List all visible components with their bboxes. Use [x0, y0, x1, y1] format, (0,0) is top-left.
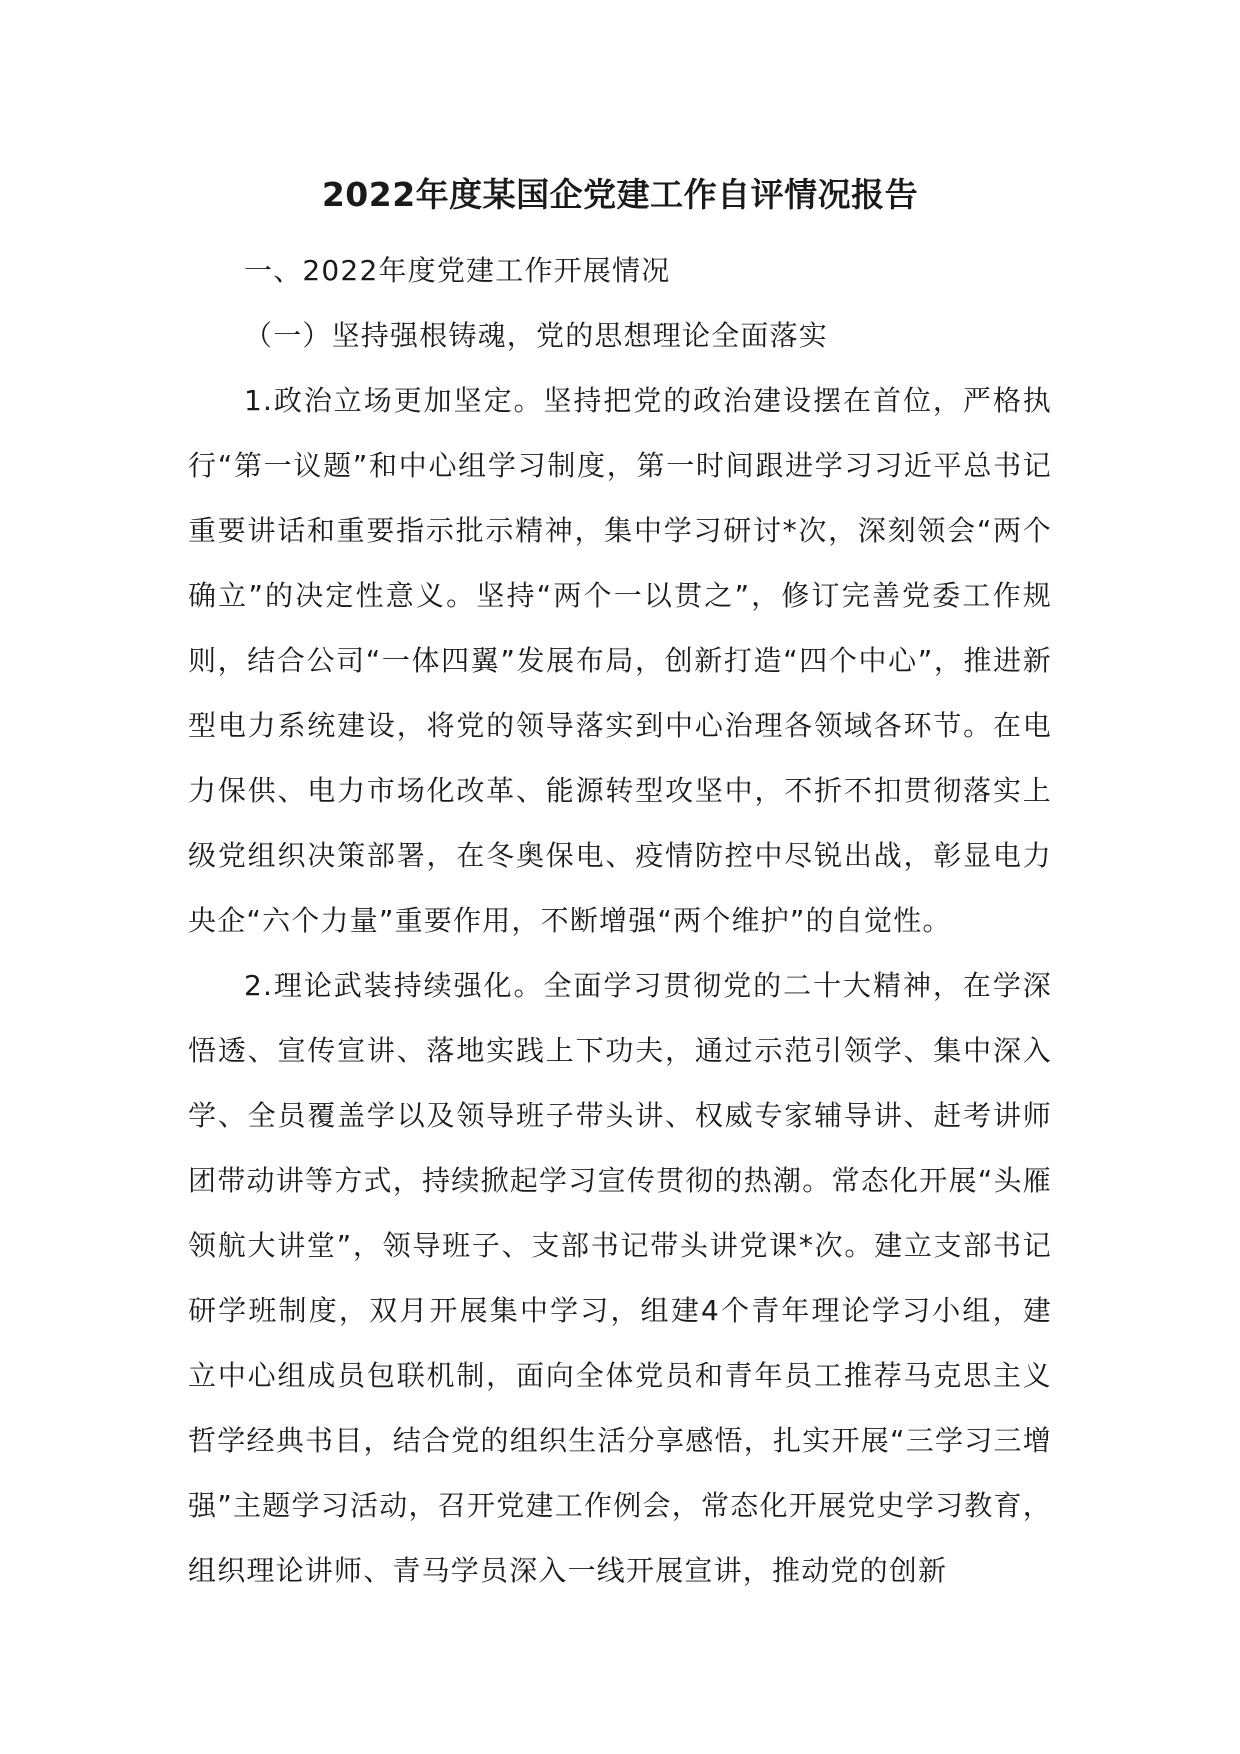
- section-heading-1: 一、2022年度党建工作开展情况: [244, 254, 671, 287]
- document-body: [188, 238, 1052, 1603]
- paragraph-2: 2.理论武装持续强化。全面学习贯彻党的二十大精神，在学深悟透、宣传宣讲、落地实践上下功夫，通过示范引领学、集中深入学、全员覆盖学以及领导班子带头讲、权威专家辅导讲、赶考讲师团带动讲等方式，持续掀起学习宣传贯彻的热潮。常态化开展“头雁领航大讲堂”，领导班子、支部书记带头讲党课*次。建立支部书记研学班制度，双月开展集中学习，组建4个青年理论学习小组，建立中心组成员包联机制，面向全体党员和青年员工推荐马克思主义哲学经典书目，结合党的组织生活分享感悟，扎实开展“三学习三增强”主题学习活动，召开党建工作例会，常态化开展党史学习教育，组织理论讲师、青马学员深入一线开展宣讲，推动党的创新: [188, 969, 1052, 1587]
- section-heading-2: （一）坚持强根铸魂，党的思想理论全面落实: [244, 319, 829, 352]
- paragraph-1: 1.政治立场更加坚定。坚持把党的政治建设摆在首位，严格执行“第一议题”和中心组学习制度，第一时间跟进学习习近平总书记重要讲话和重要指示批示精神，集中学习研讨*次，深刻领会“两个确立”的决定性意义。坚持“两个一以贯之”，修订完善党委工作规则，结合公司“一体四翼”发展布局，创新打造“四个中心”，推进新型电力系统建设，将党的领导落实到中心治理各领域各环节。在电力保供、电力市场化改革、能源转型攻坚中，不折不扣贯彻落实上级党组织决策部署，在冬奥保电、疫情防控中尽锐出战，彰显电力央企“六个力量”重要作用，不断增强“两个维护”的自觉性。: [188, 384, 1052, 937]
- document-title: 2022年度某国企党建工作自评情况报告: [321, 175, 919, 214]
